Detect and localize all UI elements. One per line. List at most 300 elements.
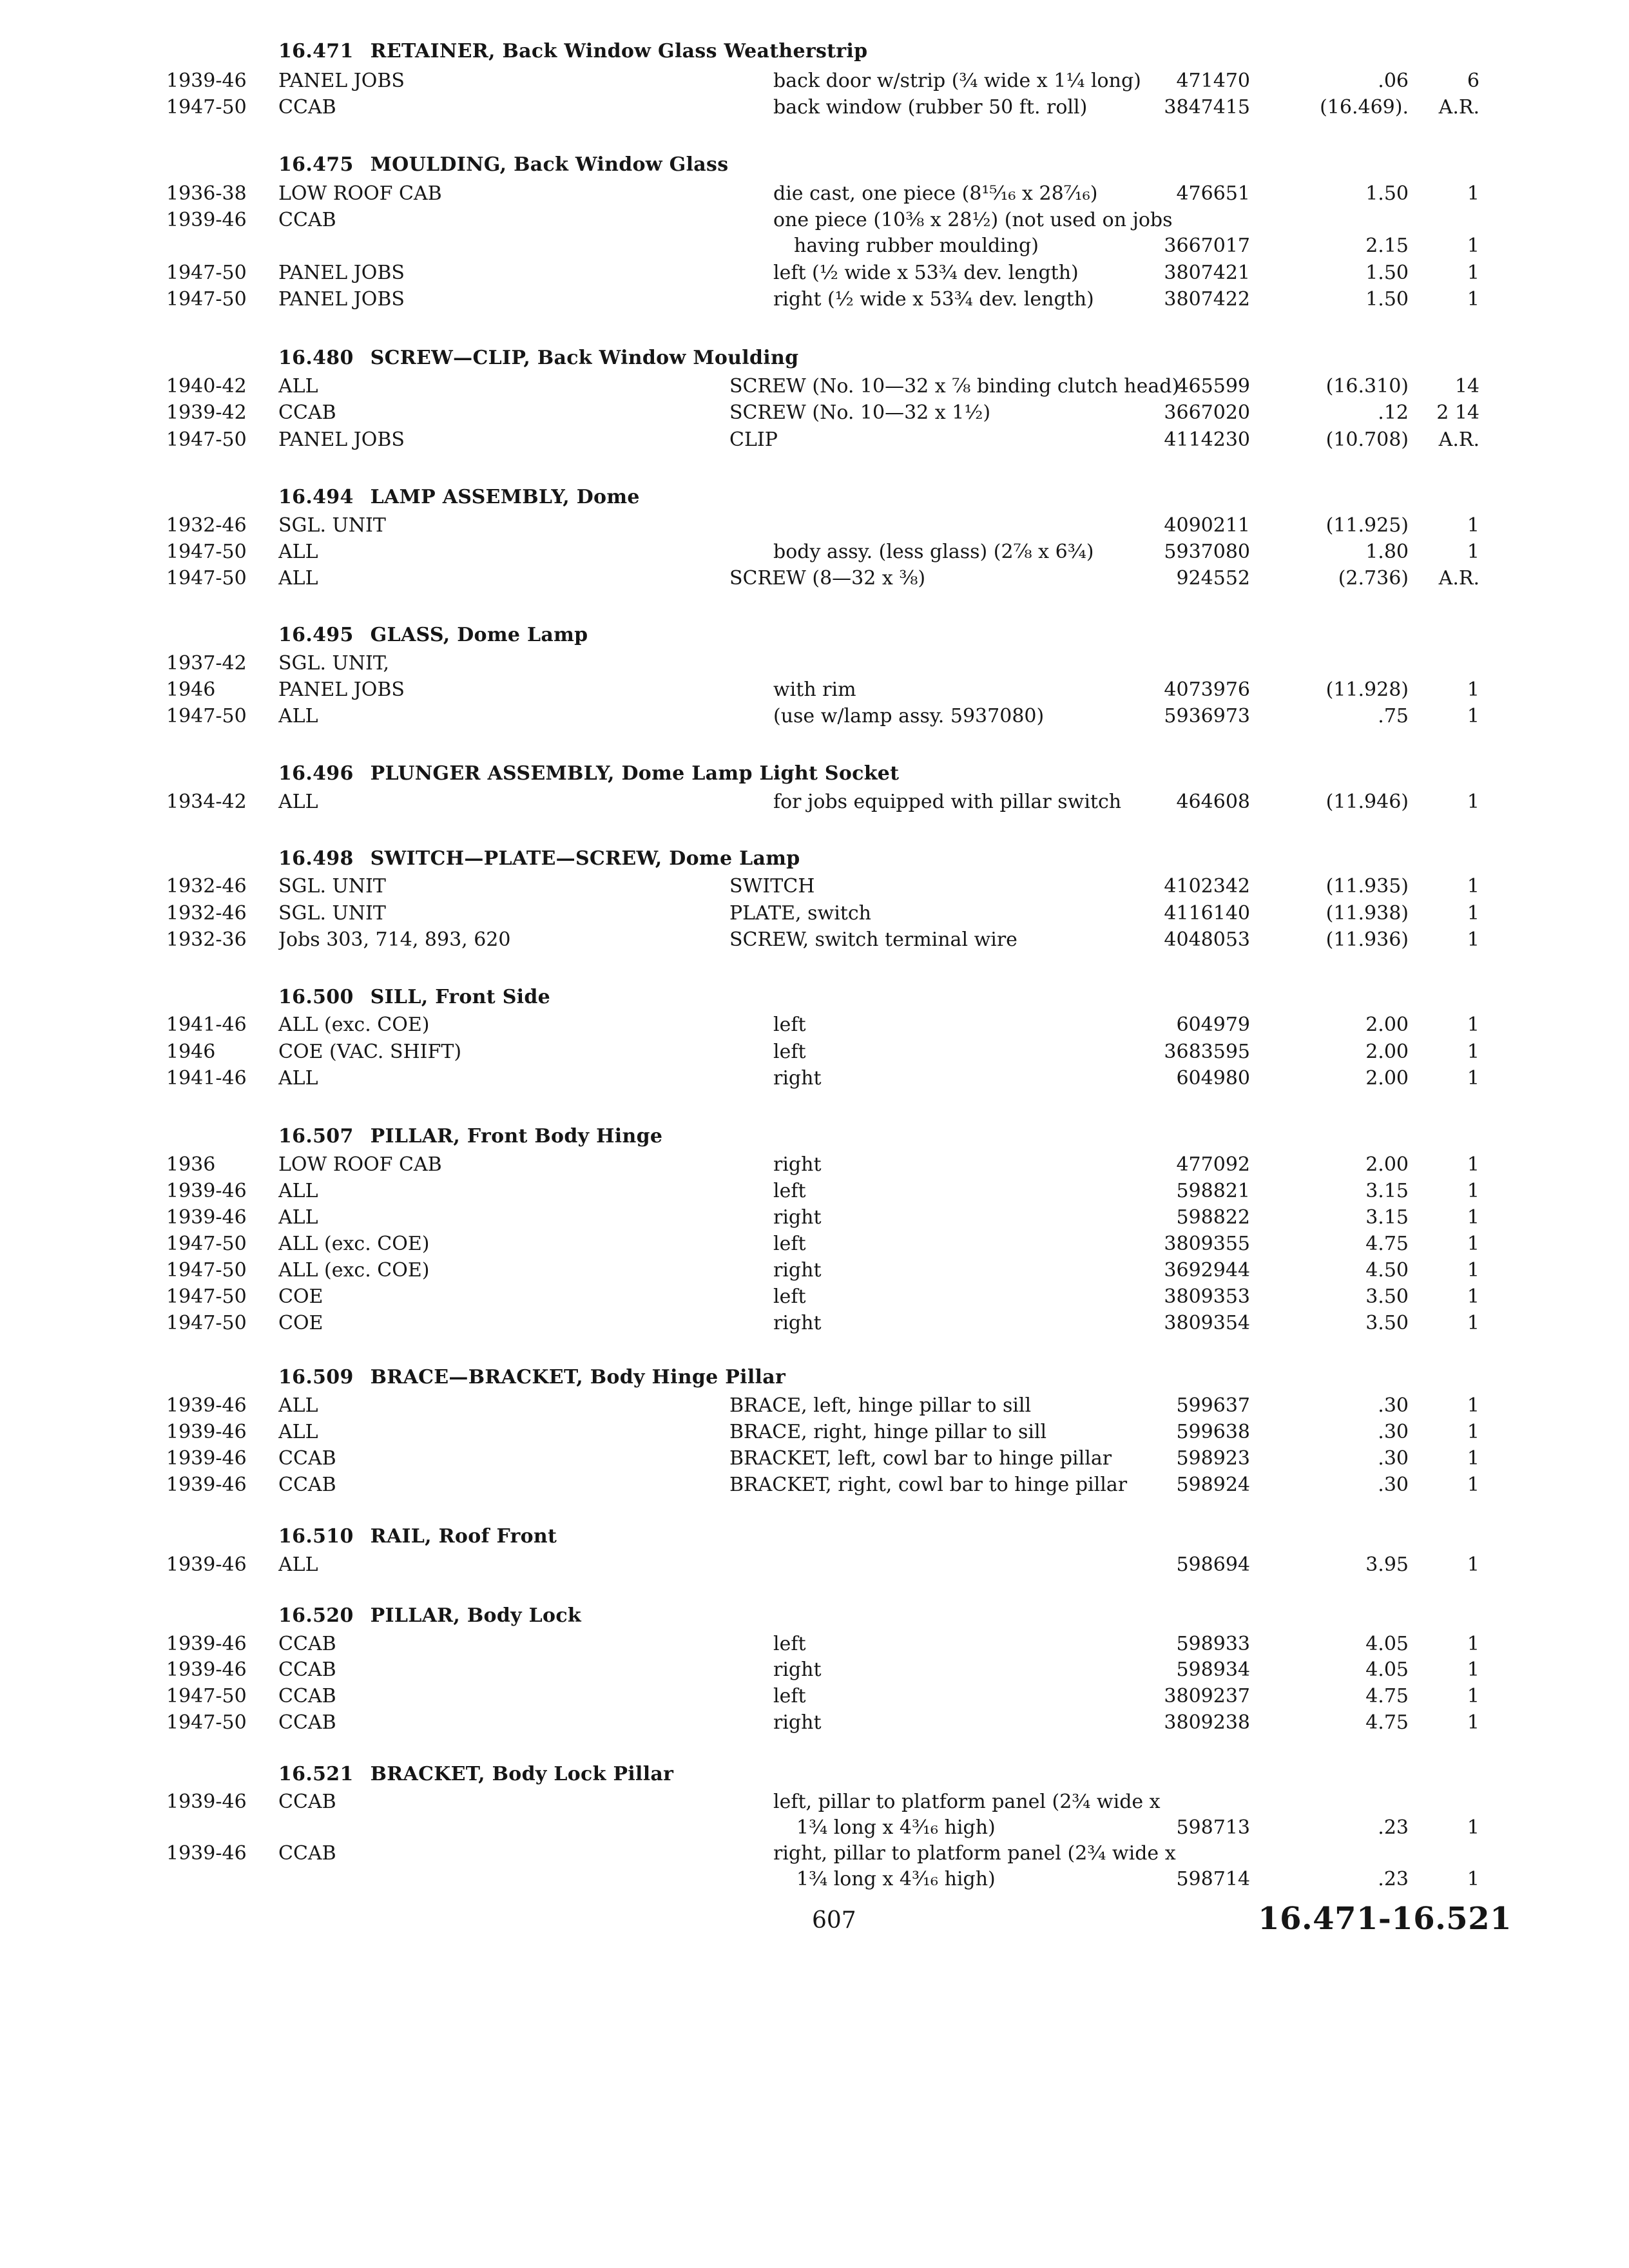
section-title: SCREW—CLIP, Back Window Moulding: [370, 347, 799, 369]
table-row: [0, 565, 1629, 592]
page-section-range: 16.471-16.521: [1258, 1901, 1512, 1937]
application: CCAB . . .: [278, 399, 691, 427]
description: SCREW (No. 10—32 x 1½) . . .: [729, 399, 1186, 427]
quantity: 6: [1467, 70, 1480, 92]
table-row: [0, 1840, 1629, 1867]
part-number: 3809355: [1164, 1233, 1250, 1255]
part-number: 3809354: [1164, 1312, 1250, 1334]
application: CCAB . . .: [278, 1709, 691, 1736]
application: COE . . .: [278, 1283, 691, 1311]
price: .30: [1378, 1474, 1409, 1496]
price: 3.50: [1365, 1285, 1409, 1308]
table-row: [0, 1178, 1629, 1205]
table-row: [0, 1204, 1629, 1231]
price: (11.938): [1325, 902, 1409, 925]
part-number: 4102342: [1164, 875, 1250, 898]
price: .23: [1378, 1816, 1409, 1839]
description: right (½ wide x 53¾ dev. length) . . .: [773, 286, 1186, 313]
description: [729, 1552, 1186, 1579]
application: ALL . . .: [278, 1178, 691, 1205]
application: PANEL JOBS . . .: [278, 286, 691, 313]
section-number: 16.498: [278, 847, 354, 870]
year-range: 1934-42: [166, 791, 247, 813]
description: SCREW, switch terminal wire . . .: [729, 927, 1186, 954]
description: right . . .: [773, 1257, 1186, 1284]
quantity: A.R.: [1438, 96, 1480, 119]
year-range: 1947-50: [166, 541, 247, 563]
part-number: 3667020: [1164, 401, 1250, 424]
description: back window (rubber 50 ft. roll) . . .: [773, 94, 1186, 121]
description: with rim . . .: [773, 677, 1186, 704]
part-number: 598822: [1176, 1206, 1250, 1229]
quantity: 1: [1467, 1259, 1480, 1282]
section-number: 16.509: [278, 1366, 354, 1389]
year-range: 1932-46: [166, 875, 247, 898]
price: .75: [1378, 705, 1409, 727]
description: SCREW (No. 10—32 x ⅞ binding clutch head): [729, 373, 1206, 400]
year-range: 1947-50: [166, 1233, 247, 1255]
table-row: [0, 1445, 1629, 1472]
section-heading: [278, 1365, 786, 1390]
quantity: 1: [1467, 1312, 1480, 1334]
year-range: 1932-46: [166, 902, 247, 925]
quantity: 1: [1467, 1816, 1480, 1839]
description: back door w/strip (¾ wide x 1¼ long) . . .: [773, 68, 1186, 95]
year-range: 1939-46: [166, 1394, 247, 1417]
quantity: 2 14: [1436, 401, 1480, 424]
application: ALL . . .: [278, 789, 691, 816]
year-range: 1939-46: [166, 70, 247, 92]
description: right . . .: [773, 1657, 1186, 1684]
table-row: [0, 1552, 1629, 1579]
year-range: 1936: [166, 1153, 216, 1176]
table-row: [0, 703, 1629, 730]
price: 4.75: [1365, 1711, 1409, 1734]
part-number: 604980: [1176, 1067, 1250, 1090]
table-row: [0, 427, 1629, 454]
application: ALL . . .: [278, 1204, 691, 1231]
year-range: 1947-50: [166, 705, 247, 727]
year-range: 1947-50: [166, 262, 247, 284]
price: 2.00: [1365, 1014, 1409, 1036]
table-row: [0, 539, 1629, 566]
price: 4.75: [1365, 1233, 1409, 1255]
quantity: 1: [1467, 262, 1480, 284]
part-number: 5937080: [1164, 541, 1250, 563]
section-heading: [278, 485, 640, 510]
year-range: 1939-46: [166, 1553, 247, 1576]
year-range: 1939-46: [166, 1474, 247, 1496]
description: left . . .: [773, 1231, 1186, 1258]
quantity: 1: [1467, 1633, 1480, 1655]
description: CLIP . . .: [729, 427, 1186, 454]
year-range: 1939-42: [166, 401, 247, 424]
section-title: BRACKET, Body Lock Pillar: [370, 1763, 674, 1785]
section-heading: [278, 622, 588, 648]
year-range: 1947-50: [166, 428, 247, 451]
quantity: 1: [1467, 705, 1480, 727]
price: (11.928): [1325, 678, 1409, 701]
year-range: 1947-50: [166, 96, 247, 119]
description: (use w/lamp assy. 5937080) . . .: [773, 703, 1186, 730]
table-row: [0, 286, 1629, 313]
part-number: 3807421: [1164, 262, 1250, 284]
table-row: [0, 233, 1629, 260]
year-range: 1932-46: [166, 514, 247, 537]
section-heading: [278, 345, 798, 371]
application: ALL . . .: [278, 539, 691, 566]
table-row: [0, 927, 1629, 954]
application: SGL. UNIT . . .: [278, 512, 691, 539]
quantity: 1: [1467, 1041, 1480, 1063]
price: 4.05: [1365, 1658, 1409, 1681]
part-number: 598694: [1176, 1553, 1250, 1576]
price: .23: [1378, 1868, 1409, 1890]
section-heading: [278, 1124, 662, 1149]
section-title: RAIL, Roof Front: [370, 1525, 557, 1548]
quantity: 1: [1467, 1067, 1480, 1090]
quantity: 1: [1467, 514, 1480, 537]
description: 1¾ long x 4³⁄₁₆ high) . . .: [796, 1866, 1186, 1893]
table-row: [0, 1151, 1629, 1178]
description: left . . .: [773, 1631, 1186, 1658]
table-row: [0, 207, 1629, 234]
application: PANEL JOBS . . .: [278, 677, 691, 704]
quantity: 1: [1467, 541, 1480, 563]
quantity: 1: [1467, 1474, 1480, 1496]
table-row: [0, 1657, 1629, 1684]
section-title: MOULDING, Back Window Glass: [370, 153, 729, 176]
description: one piece (10⅜ x 28½) (not used on jobs: [773, 207, 1186, 234]
table-row: [0, 1283, 1629, 1311]
description: [729, 512, 1186, 539]
price: (2.736): [1338, 567, 1409, 590]
application: ALL (exc. COE) . . .: [278, 1012, 691, 1039]
quantity: 1: [1467, 288, 1480, 311]
application: ALL . . .: [278, 373, 691, 400]
section-number: 16.471: [278, 40, 354, 62]
quantity: 1: [1467, 1658, 1480, 1681]
quantity: 1: [1467, 1233, 1480, 1255]
quantity: A.R.: [1438, 567, 1480, 590]
price: (16.469).: [1320, 96, 1409, 119]
quantity: 14: [1454, 375, 1480, 398]
application: ALL (exc. COE) . . .: [278, 1257, 691, 1284]
description: SCREW (8—32 x ⅜) . . .: [729, 565, 1186, 592]
price: .30: [1378, 1447, 1409, 1470]
application: CCAB . . .: [278, 1631, 691, 1658]
application: CCAB . . .: [278, 1657, 691, 1684]
table-row: [0, 1472, 1629, 1499]
price: 2.00: [1365, 1041, 1409, 1063]
application: PANEL JOBS . . .: [278, 260, 691, 287]
application: CCAB . . .: [278, 1789, 691, 1816]
application: CCAB . . .: [278, 207, 691, 234]
part-number: 598923: [1176, 1447, 1250, 1470]
section-number: 16.480: [278, 347, 354, 369]
table-row: [0, 94, 1629, 121]
quantity: 1: [1467, 1206, 1480, 1229]
description: right . . .: [773, 1310, 1186, 1337]
year-range: 1939-46: [166, 1206, 247, 1229]
quantity: 1: [1467, 1153, 1480, 1176]
price: 4.75: [1365, 1685, 1409, 1707]
year-range: 1941-46: [166, 1014, 247, 1036]
year-range: 1939-46: [166, 1658, 247, 1681]
year-range: 1941-46: [166, 1067, 247, 1090]
part-number: 4114230: [1164, 428, 1250, 451]
part-number: 476651: [1176, 182, 1250, 205]
description: PLATE, switch . . .: [729, 900, 1186, 927]
application: ALL . . .: [278, 703, 691, 730]
price: (11.925): [1325, 514, 1409, 537]
year-range: 1939-46: [166, 1180, 247, 1202]
application: ALL . . .: [278, 1065, 691, 1092]
year-range: 1939-46: [166, 1842, 247, 1865]
part-number: 3667017: [1164, 235, 1250, 257]
price: 1.80: [1365, 541, 1409, 563]
section-number: 16.510: [278, 1525, 354, 1548]
part-number: 598714: [1176, 1868, 1250, 1890]
description: left . . .: [773, 1012, 1186, 1039]
part-number: 3683595: [1164, 1041, 1250, 1063]
application: SGL. UNIT . . .: [278, 900, 691, 927]
part-number: 599638: [1176, 1421, 1250, 1443]
description: right . . .: [773, 1204, 1186, 1231]
year-range: 1947-50: [166, 1259, 247, 1282]
part-number: 5936973: [1164, 705, 1250, 727]
section-heading: [278, 985, 550, 1010]
year-range: 1947-50: [166, 288, 247, 311]
part-number: 3807422: [1164, 288, 1250, 311]
part-number: 3847415: [1164, 96, 1250, 119]
section-title: RETAINER, Back Window Glass Weatherstrip: [370, 40, 868, 62]
part-number: 924552: [1176, 567, 1250, 590]
quantity: 1: [1467, 1553, 1480, 1576]
description: SWITCH . . .: [729, 873, 1186, 900]
price: 2.15: [1365, 235, 1409, 257]
quantity: 1: [1467, 1394, 1480, 1417]
quantity: 1: [1467, 1711, 1480, 1734]
section-number: 16.520: [278, 1604, 354, 1627]
application: ALL . . .: [278, 1419, 691, 1446]
description: 1¾ long x 4³⁄₁₆ high) . . .: [796, 1814, 1186, 1841]
table-row: [0, 1814, 1629, 1841]
price: .30: [1378, 1421, 1409, 1443]
section-heading: [278, 152, 728, 178]
year-range: 1932-36: [166, 928, 247, 951]
quantity: 1: [1467, 1014, 1480, 1036]
part-number: 598821: [1176, 1180, 1250, 1202]
table-row: [0, 1419, 1629, 1446]
quantity: 1: [1467, 928, 1480, 951]
year-range: 1947-50: [166, 1711, 247, 1734]
quantity: 1: [1467, 1868, 1480, 1890]
table-row: [0, 1039, 1629, 1066]
part-number: 4090211: [1164, 514, 1250, 537]
section-number: 16.500: [278, 986, 354, 1008]
price: 1.50: [1365, 182, 1409, 205]
description: for jobs equipped with pillar switch . . .: [773, 789, 1186, 816]
section-title: PLUNGER ASSEMBLY, Dome Lamp Light Socket: [370, 762, 900, 785]
part-number: 465599: [1176, 375, 1250, 398]
table-row: [0, 1257, 1629, 1284]
price: (11.946): [1325, 791, 1409, 813]
quantity: 1: [1467, 678, 1480, 701]
table-row: [0, 512, 1629, 539]
section-number: 16.521: [278, 1763, 354, 1785]
table-row: [0, 1789, 1629, 1816]
quantity: 1: [1467, 875, 1480, 898]
application: Jobs 303, 714, 893, 620 . . .: [278, 927, 691, 954]
part-number: 3692944: [1164, 1259, 1250, 1282]
price: (11.935): [1325, 875, 1409, 898]
section-title: PILLAR, Body Lock: [370, 1604, 581, 1627]
price: 4.05: [1365, 1633, 1409, 1655]
description: die cast, one piece (8¹⁵⁄₁₆ x 28⁷⁄₁₆) . . .: [773, 180, 1186, 207]
price: 4.50: [1365, 1259, 1409, 1282]
quantity: 1: [1467, 1180, 1480, 1202]
price: 2.00: [1365, 1153, 1409, 1176]
application: ALL (exc. COE) . . .: [278, 1231, 691, 1258]
section-title: LAMP ASSEMBLY, Dome: [370, 486, 640, 508]
application: SGL. UNIT, . . .: [278, 650, 691, 677]
part-number: 471470: [1176, 70, 1250, 92]
table-row: [0, 260, 1629, 287]
section-number: 16.475: [278, 153, 354, 176]
section-title: GLASS, Dome Lamp: [370, 624, 588, 646]
price: 2.00: [1365, 1067, 1409, 1090]
section-number: 16.496: [278, 762, 354, 785]
price: .06: [1378, 70, 1409, 92]
table-row: [0, 373, 1629, 400]
application: PANEL JOBS . . .: [278, 68, 691, 95]
description: left, pillar to platform panel (2¾ wide x: [773, 1789, 1186, 1816]
quantity: 1: [1467, 791, 1480, 813]
application: PANEL JOBS . . .: [278, 427, 691, 454]
description: left . . .: [773, 1178, 1186, 1205]
application: COE . . .: [278, 1310, 691, 1337]
year-range: 1947-50: [166, 1312, 247, 1334]
year-range: 1947-50: [166, 1285, 247, 1308]
part-number: 4048053: [1164, 928, 1250, 951]
section-number: 16.495: [278, 624, 354, 646]
section-heading: [278, 761, 899, 787]
price: 3.15: [1365, 1206, 1409, 1229]
table-row: [0, 789, 1629, 816]
price: 1.50: [1365, 288, 1409, 311]
price: .30: [1378, 1394, 1409, 1417]
quantity: 1: [1467, 1685, 1480, 1707]
section-heading: [278, 1524, 557, 1550]
section-heading: [278, 39, 867, 64]
part-number: 598924: [1176, 1474, 1250, 1496]
quantity: 1: [1467, 1421, 1480, 1443]
year-range: 1939-46: [166, 1633, 247, 1655]
description: BRACKET, left, cowl bar to hinge pillar . . .: [729, 1445, 1186, 1472]
table-row: [0, 1683, 1629, 1710]
year-range: 1939-46: [166, 1447, 247, 1470]
application: CCAB . . .: [278, 94, 691, 121]
part-number: 477092: [1176, 1153, 1250, 1176]
description: left (½ wide x 53¾ dev. length) . . .: [773, 260, 1186, 287]
description: right, pillar to platform panel (2¾ wide x: [773, 1840, 1186, 1867]
year-range: 1946: [166, 678, 216, 701]
price: 1.50: [1365, 262, 1409, 284]
part-number: 4073976: [1164, 678, 1250, 701]
price: .12: [1378, 401, 1409, 424]
section-title: SILL, Front Side: [370, 986, 551, 1008]
part-number: 3809353: [1164, 1285, 1250, 1308]
description: left . . .: [773, 1039, 1186, 1066]
part-number: 464608: [1176, 791, 1250, 813]
description: BRACKET, right, cowl bar to hinge pillar . . .: [729, 1472, 1186, 1499]
description: left . . .: [773, 1683, 1186, 1710]
year-range: 1947-50: [166, 567, 247, 590]
table-row: [0, 873, 1629, 900]
section-heading: [278, 846, 800, 872]
quantity: A.R.: [1438, 428, 1480, 451]
description: having rubber moulding) . . .: [794, 233, 1206, 260]
part-number: 598933: [1176, 1633, 1250, 1655]
application: SGL. UNIT . . .: [278, 873, 691, 900]
section-title: SWITCH—PLATE—SCREW, Dome Lamp: [370, 847, 800, 870]
table-row: [0, 900, 1629, 927]
application: CCAB . . .: [278, 1840, 691, 1867]
application: ALL . . .: [278, 565, 691, 592]
table-row: [0, 1065, 1629, 1092]
table-row: [0, 1231, 1629, 1258]
part-number: 598713: [1176, 1816, 1250, 1839]
description: BRACE, left, hinge pillar to sill . . .: [729, 1392, 1186, 1419]
page-number: 607: [812, 1907, 856, 1934]
table-row: [0, 1392, 1629, 1419]
description: BRACE, right, hinge pillar to sill . . .: [729, 1419, 1186, 1446]
table-row: [0, 1310, 1629, 1337]
section-title: PILLAR, Front Body Hinge: [370, 1125, 663, 1148]
price: 3.15: [1365, 1180, 1409, 1202]
table-row: [0, 650, 1629, 677]
table-row: [0, 399, 1629, 427]
table-row: [0, 1866, 1629, 1893]
part-number: 604979: [1176, 1014, 1250, 1036]
year-range: 1939-46: [166, 1791, 247, 1813]
quantity: 1: [1467, 1447, 1480, 1470]
description: right . . .: [773, 1709, 1186, 1736]
price: 3.50: [1365, 1312, 1409, 1334]
price: (11.936): [1325, 928, 1409, 951]
description: right . . .: [773, 1065, 1186, 1092]
price: 3.95: [1365, 1553, 1409, 1576]
description: left . . .: [773, 1283, 1186, 1311]
year-range: 1940-42: [166, 375, 247, 398]
year-range: 1947-50: [166, 1685, 247, 1707]
application: CCAB . . .: [278, 1445, 691, 1472]
year-range: 1939-46: [166, 209, 247, 231]
table-row: [0, 1709, 1629, 1736]
part-number: 599637: [1176, 1394, 1250, 1417]
application: ALL . . .: [278, 1552, 691, 1579]
part-number: 598934: [1176, 1658, 1250, 1681]
section-heading: [278, 1603, 581, 1629]
table-row: [0, 180, 1629, 207]
description: right . . .: [773, 1151, 1186, 1178]
part-number: 3809238: [1164, 1711, 1250, 1734]
application: COE (VAC. SHIFT) . . .: [278, 1039, 691, 1066]
application: LOW ROOF CAB . . .: [278, 180, 691, 207]
application: CCAB . . .: [278, 1472, 691, 1499]
application: ALL . . .: [278, 1392, 691, 1419]
